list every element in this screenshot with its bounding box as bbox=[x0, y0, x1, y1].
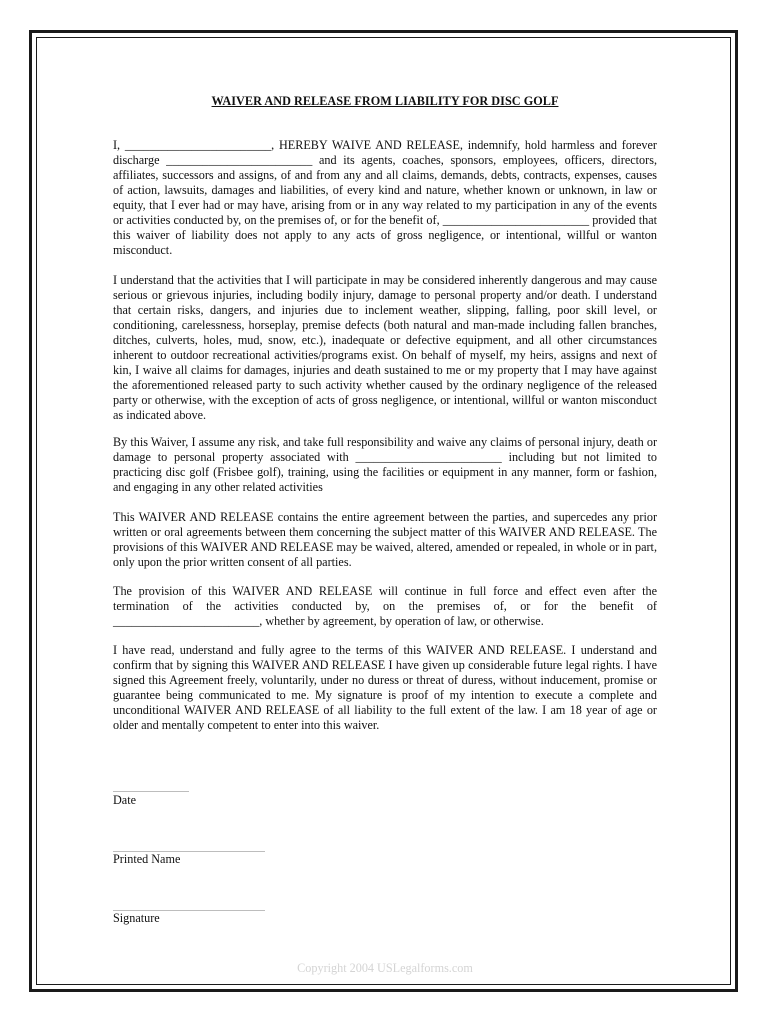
document-title: WAIVER AND RELEASE FROM LIABILITY FOR DISC GOLF bbox=[211, 94, 559, 108]
paragraph-release: I, ________________________, HEREBY WAIVE AND RELEASE, indemnify, hold harmless and forever discharge ________________________ and its agents, coaches, sponsors, employees, officers, directors, affiliates, successors and assigns, of and from any and all claims, demands, debts, contracts, expenses, causes of action, lawsuits, damages and liabilities, of every kind and nature, whether known or unknown, in law or equity, that I ever had or may have, arising from or in any way related to my participation in any of the events or activities conducted by, on the premises of, or for the benefit of, ________________________ provided that this waiver of liability does not apply to any acts of gross negligence, or intentional, willful or wanton misconduct. bbox=[113, 138, 657, 257]
signature-label: Signature bbox=[113, 911, 160, 925]
printed-name-label: Printed Name bbox=[113, 852, 181, 866]
date-line[interactable] bbox=[113, 791, 189, 792]
paragraph-acknowledgement: I have read, understand and fully agree to the terms of this WAIVER AND RELEASE. I understand and confirm that by signing this WAIVER AND RELEASE I have given up considerable future legal rights. I have signed this Agreement freely, voluntarily, under no duress or threat of duress, without inducement, promise or guarantee being communicated to me. My signature is proof of my intention to execute a complete and unconditional WAIVER AND RELEASE of all liability to the full extent of the law. I am 18 year of age or older and mentally competent to enter into this waiver. bbox=[113, 643, 657, 732]
paragraph-risks: I understand that the activities that I will participate in may be considered inherently dangerous and may cause serious or grievous injuries, including bodily injury, damage to personal property and/or death. I understand that certain risks, dangers, and injuries due to inclement weather, slipping, falling, poor skill level, or conditioning, carelessness, horseplay, premise defects (both natural and man-made including fallen branches, ditches, culverts, holes, mud, snow, etc.), inadequate or defective equipment, and all other circumstances inherent to outdoor recreational activities/programs exist. On behalf of myself, my heirs, assigns and next of kin, I waive all claims for damages, injuries and death sustained to me or my property that I may have against the aforementioned released party to such activity whether caused by the ordinary negligence of the released party or otherwise, with the exception of acts of gross negligence, or intentional, willful or wanton misconduct as indicated above. bbox=[113, 273, 657, 422]
paragraph-assumption-of-risk: By this Waiver, I assume any risk, and take full responsibility and waive any claims of personal injury, death or damage to personal property associated with ________________________ including but not limited to practicing disc golf (Frisbee golf), training, using the facilities or equipment in any manner, form or fashion, and engaging in any other related activities bbox=[113, 435, 657, 494]
copyright-footer: Copyright 2004 USLegalforms.com bbox=[297, 961, 473, 975]
paragraph-continuation: The provision of this WAIVER AND RELEASE will continue in full force and effect even after the termination of the activities conducted by, on the premises of, or for the benefit of ________________________, whether by agreement, by operation of law, or otherwise. bbox=[113, 584, 657, 628]
date-label: Date bbox=[113, 793, 137, 807]
paragraph-entire-agreement: This WAIVER AND RELEASE contains the entire agreement between the parties, and supercedes any prior written or oral agreements between them concerning the subject matter of this WAIVER AND RELEASE. The provisions of this WAIVER AND RELEASE may be waived, altered, amended or repealed, in whole or in part, only upon the prior written consent of all parties. bbox=[113, 510, 657, 569]
